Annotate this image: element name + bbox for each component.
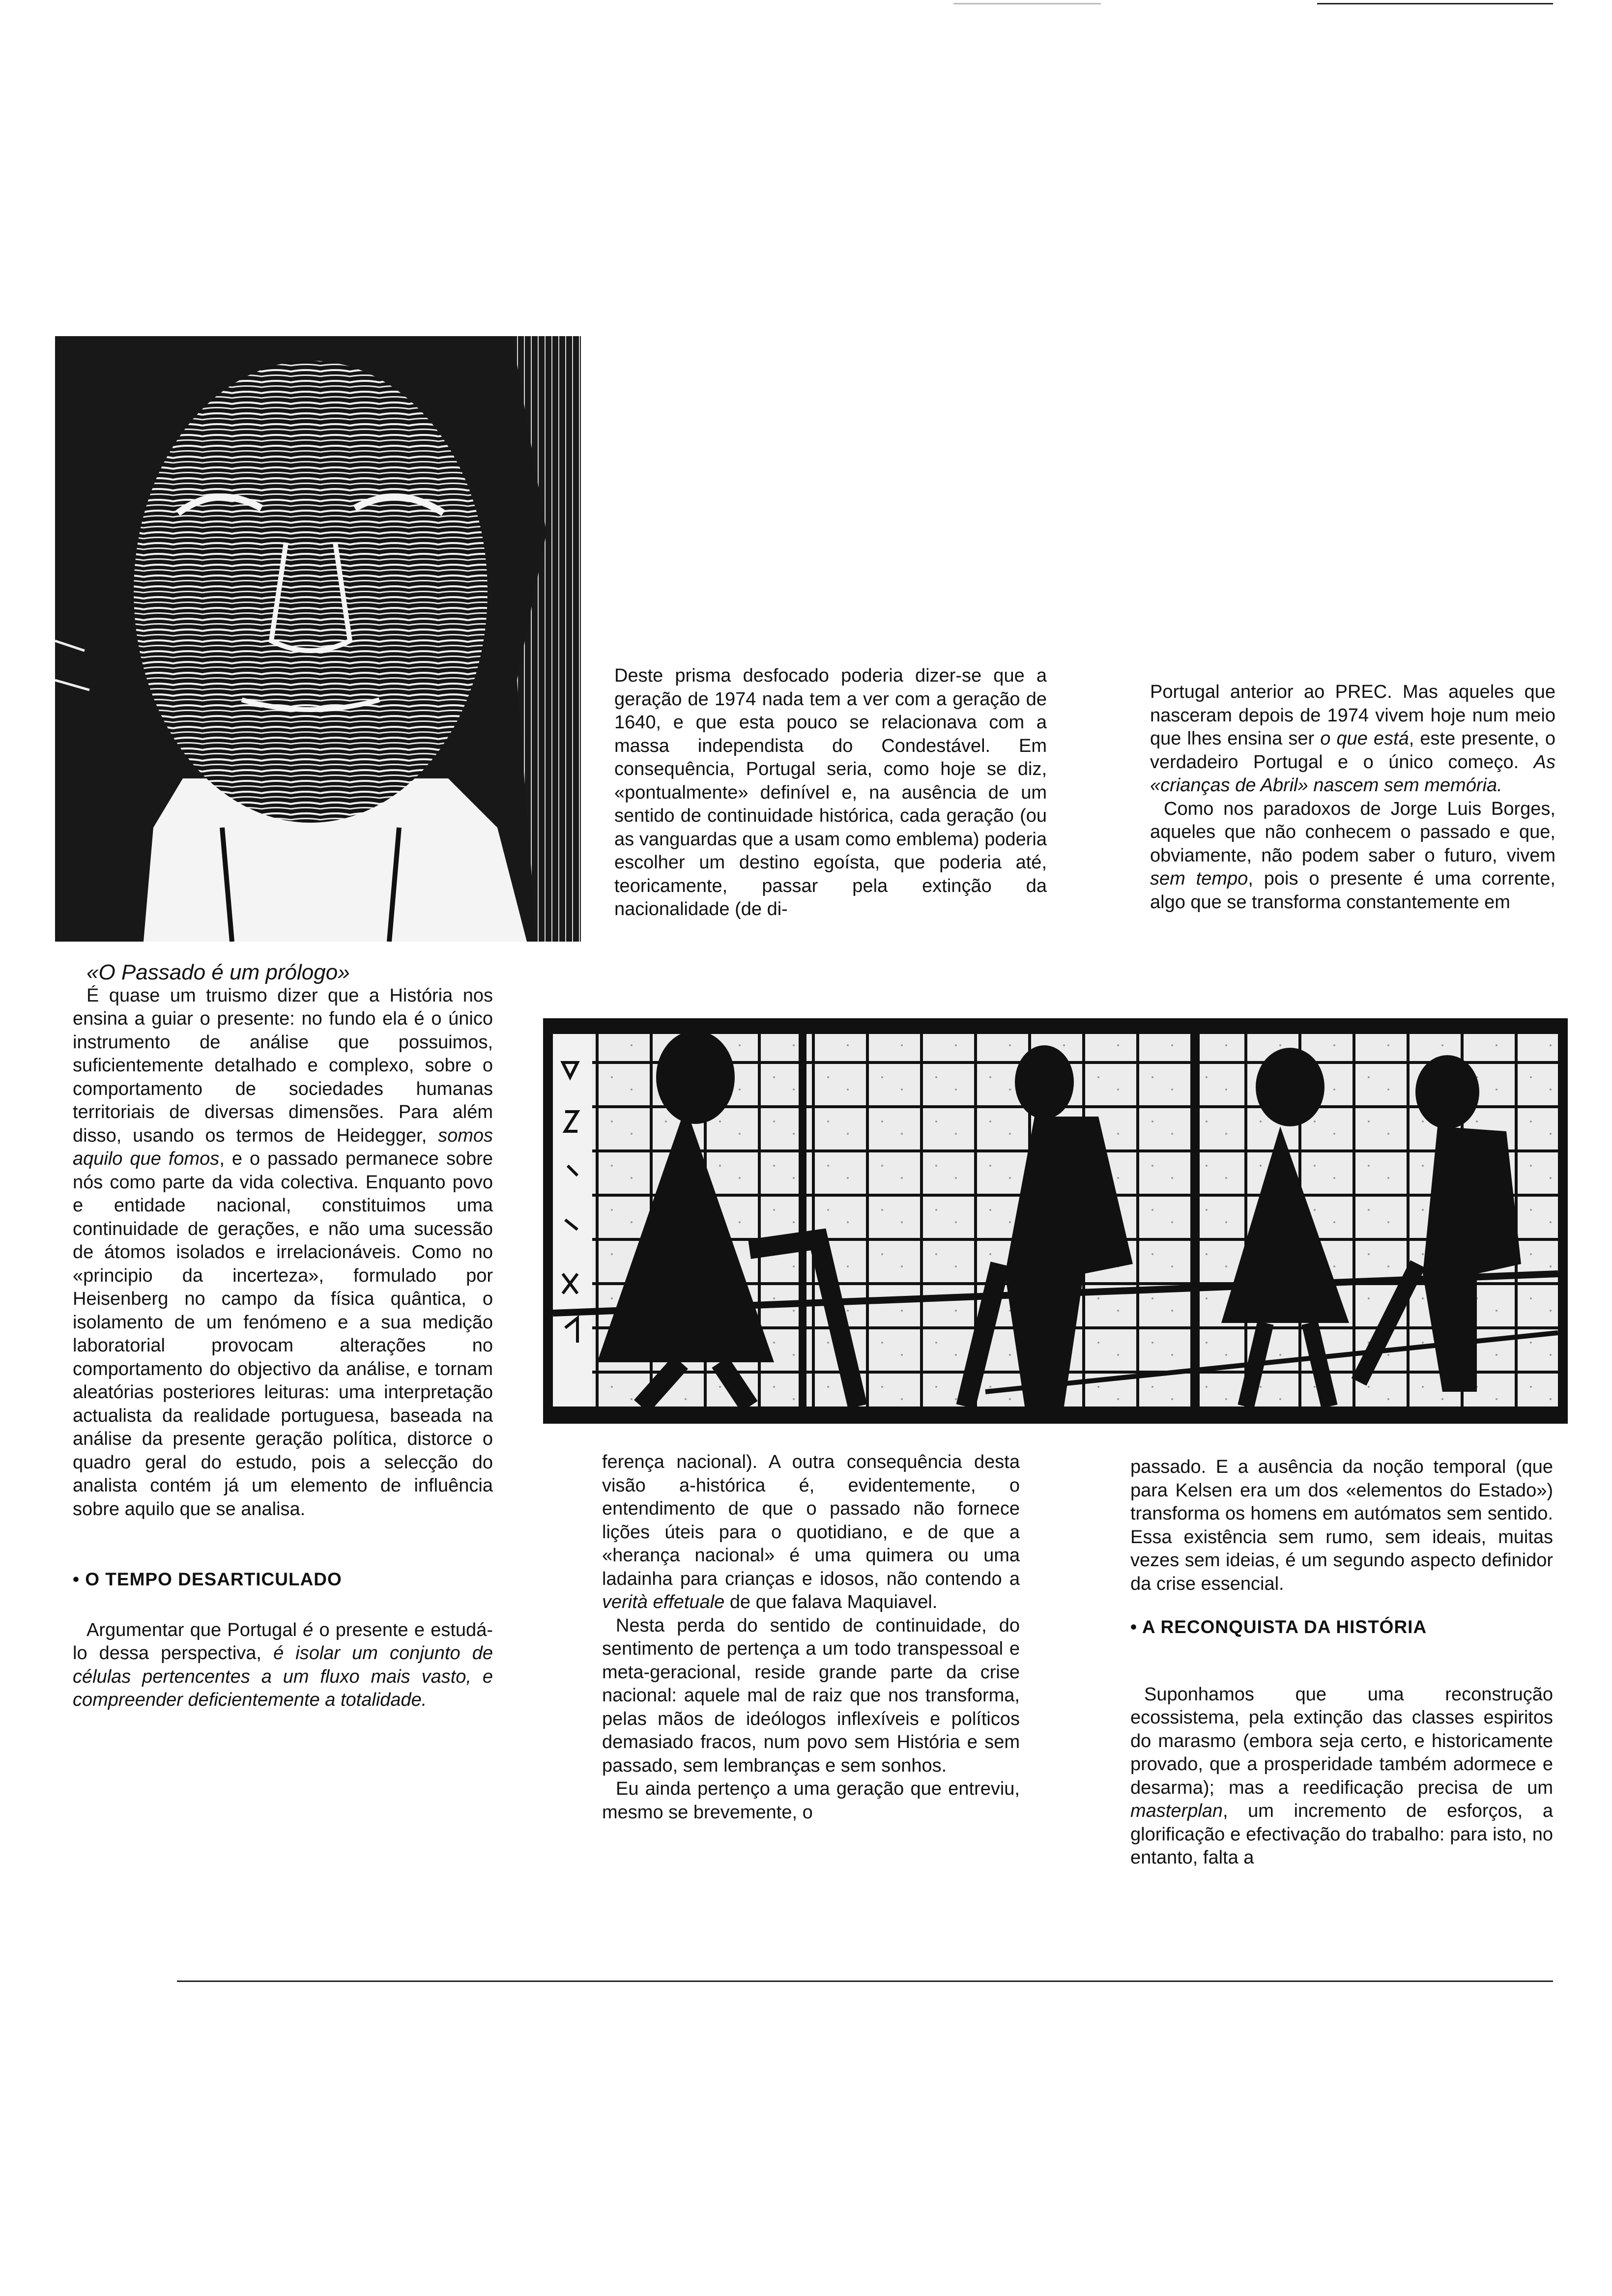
col3b-p2-emphasis: masterplan (1130, 1801, 1223, 1821)
col3b-p2-text-b: , um incremento de esforços, a glorificação e efectivação do trabalho: para isto, no entanto, falta a (1130, 1801, 1553, 1868)
col3-p1-emphasis-2: As «crianças de Abril» nascem sem memória. (1150, 751, 1555, 796)
col3-top-paragraph-1 (1150, 681, 1555, 798)
col3-p2-text-a: Como nos paradoxos de Jorge Luis Borges, aqueles que não conhecem o passado e que, obviamente, não podem saber o futuro, vivem (1150, 798, 1555, 866)
col1-p1-text-a: É quase um truismo dizer que a História nos ensina a guiar o presente: no fundo ela é o único instrumento de análise que possuimos, suficientemente detalhado e complexo, sobre o comportamento de sociedades humanas territoriais de diversas dimensões. Para além disso, usando os termos de Heidegger, (73, 985, 493, 1146)
walking-figures-svg (543, 1018, 1568, 1424)
column-1 (73, 961, 493, 1712)
col3-p1-text-a: Portugal anterior ao PREC. Mas aqueles que nasceram depois de 1974 vivem hoje num meio que lhes ensina ser (1150, 682, 1555, 749)
col2-bottom-paragraph-2: Nesta perda do sentido de continuidade, do sentimento de pertença a um todo transpessoal e meta-geracional, reside grande parte da crise nacional: aquele mal de raiz que nos transforma, pelas mãos de ideólogos inflexíveis e políticos demasiado fracos, num povo sem História e sem passado, sem lembranças e sem sonhos. (602, 1615, 1020, 1776)
col3-bottom-paragraph-2 (1130, 1683, 1553, 1870)
column-2-top (614, 664, 1047, 921)
col1-p2-text-a: Argumentar que Portugal (86, 1619, 303, 1640)
col3-p2-text-b: , pois o presente é uma corrente, algo que se transforma constantemente em (1150, 868, 1555, 913)
col2b-p1-text-a: ferença nacional). A outra consequência desta visão a-histórica é, evidentemente, o entendimento de que o passado não fornece lições úteis para o quotidiano, e de que a «herança nacional» é uma quimera ou uma ladainha para crianças e idosos, não contendo a (602, 1452, 1020, 1589)
col3-p2-emphasis: sem tempo (1150, 868, 1248, 889)
col2b-p1-text-b: de que falava Maquiavel. (724, 1592, 938, 1612)
col1-p1-emphasis: somos aquilo que fomos (73, 1125, 493, 1169)
col3-top-paragraph-2 (1150, 798, 1555, 915)
col2-top-paragraph: Deste prisma desfocado poderia dizer-se que a geração de 1974 nada tem a ver com a geração de 1640, e que esta pouco se relacionava com a massa independista do Condestável. Em consequência, Portugal seria, como hoje se diz, «pontualmente» definível e, na ausência de um sentido de continuidade histórica, cada geração (ou as vanguardas que a usam como emblema) poderia escolher um destino egoísta, que poderia até, teoricamente, passar pela extinção da nacionalidade (de di- (614, 665, 1047, 919)
section-heading-tempo-desarticulado: • O TEMPO DESARTICULADO (73, 1569, 342, 1589)
column-3-bottom (1130, 1456, 1553, 1870)
portrait-illustration (55, 336, 581, 942)
top-rule-left (953, 3, 1101, 4)
walking-figures-illustration (543, 1018, 1568, 1424)
col3-p1-text-b: , este presente, o verdadeiro Portugal e o único começo. (1150, 728, 1555, 773)
col1-paragraph-1 (73, 984, 493, 1521)
bottom-rule (177, 1980, 1553, 1982)
image-caption: «O Passado é um prólogo» (86, 960, 350, 984)
col2-bottom-paragraph-1 (602, 1451, 1020, 1614)
column-2-bottom (602, 1451, 1020, 1824)
top-rule-right (1317, 3, 1553, 4)
col3-p1-emphasis-1: o que está (1320, 728, 1409, 749)
col1-p2-text-b: o presente e estudá-lo dessa perspectiva, (73, 1619, 493, 1664)
col3-bottom-paragraph-1: passado. E a ausência da noção temporal (que para Kelsen era um dos «elementos do Estado») transforma os homens em autómatos sem sentido. Essa existência sem rumo, sem ideais, muitas vezes sem ideias, é um segundo aspecto definidor da crise essencial. (1130, 1457, 1553, 1594)
col1-p2-emphasis-2: é isolar um conjunto de células pertencentes a um fluxo mais vasto, e compreender deficientemente a totalidade. (73, 1643, 493, 1710)
col1-p1-text-b: , e o passado permanece sobre nós como parte da vida colectiva. Enquanto povo e entidade nacional, constituimos uma continuidade de gerações, e não uma sucessão de átomos isolados e irrelacionáveis. Como no «principio da incerteza», formulado por Heisenberg no campo da física quântica, o isolamento de um fenómeno e a sua medição laboratorial provocam alterações no comportamento do objectivo da análise, e tornam aleatórias posteriores leituras: uma interpretação actualista da realidade portuguesa, baseada na análise da presente geração política, distorce o quadro geral do estudo, pois a selecção do analista contém já um elemento de influência sobre aquilo que se analisa. (73, 1148, 493, 1520)
col3b-p2-text-a: Suponhamos que uma reconstrução ecossistema, pela extinção das classes espiritos do marasmo (embora seja certo, e historicamente provado, que a prosperidade também adormece e desarma); mas a reedificação precisa de um (1130, 1684, 1553, 1798)
column-3-top (1150, 681, 1555, 914)
section-heading-reconquista-historia: • A RECONQUISTA DA HISTÓRIA (1130, 1617, 1427, 1637)
col1-paragraph-2 (73, 1619, 493, 1712)
portrait-woodcut-svg (55, 336, 581, 942)
col2-bottom-paragraph-3: Eu ainda pertenço a uma geração que entreviu, mesmo se brevemente, o (602, 1779, 1020, 1823)
col1-p2-emphasis-1: é (303, 1619, 314, 1640)
col2b-p1-emphasis: verità effetuale (602, 1592, 725, 1612)
